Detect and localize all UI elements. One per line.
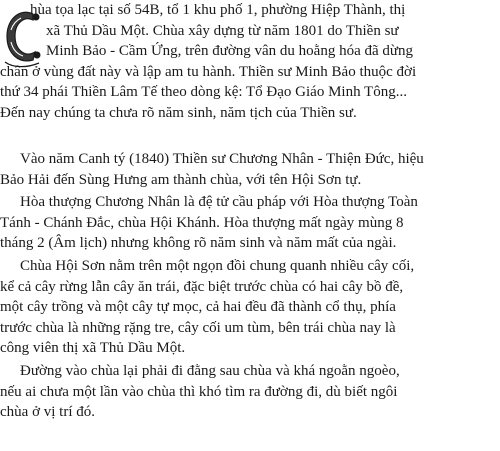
paragraph-3-line-1: Hòa thượng Chương Nhân là đệ tử cầu pháp với Hòa thượng Toàn xyxy=(20,194,418,211)
paragraph-4-line-4: trước chùa là những rặng tre, cây cối um tùm, bên trái chùa nay là xyxy=(0,319,396,336)
paragraph-5-line-2: nếu ai chưa một lần vào chùa thì khó tìm ra đường đi, dù biết ngôi xyxy=(0,383,398,400)
paragraph-1-line-5: thứ 34 phái Thiền Lâm Tế theo dòng kệ: Tổ Đạo Giáo Minh Tông... xyxy=(0,84,407,101)
paragraph-1-line-4: chân ở vùng đất này và lập am tu hành. Thiền sư Minh Bảo thuộc đời xyxy=(0,63,417,80)
paragraph-3-line-3: tháng 2 (Âm lịch) nhưng không rõ năm sinh và năm mất của ngài. xyxy=(0,235,397,252)
paragraph-1 xyxy=(0,0,500,124)
paragraph-4-line-2: kể cả cây rừng lẫn cây ăn trái, đặc biệt trước chùa có hai cây bồ đề, xyxy=(0,278,404,295)
paragraph-5 xyxy=(0,361,500,423)
paragraph-1-line-2: xã Thủ Dầu Một. Chùa xây dựng từ năm 1801 do Thiền sư xyxy=(46,22,399,39)
paragraph-3 xyxy=(0,192,500,254)
paragraph-2-line-1: Vào năm Canh tý (1840) Thiền sư Chương Nhân - Thiện Đức, hiệu xyxy=(20,151,424,167)
paragraph-3-line-2: Tánh - Chánh Đắc, chùa Hội Khánh. Hòa thượng mất ngày mùng 8 xyxy=(0,214,404,231)
paragraph-1-line-1: hùa tọa lạc tại số 54B, tổ 1 khu phố 1, phường Hiệp Thành, thị xyxy=(30,2,406,18)
paragraph-4-line-5: công viên thị xã Thủ Dầu Một. xyxy=(0,340,186,357)
paragraph-1-line-6: Đến nay chúng ta chưa rõ năm sinh, năm tịch của Thiền sư. xyxy=(0,104,357,121)
paragraph-1-line-3: Minh Bảo - Cầm Ứng, trên đường vân du hoằng hóa đã dừng xyxy=(46,43,414,60)
paragraph-2-line-2: Bảo Hải đến Sùng Hưng am thành chùa, với tên Hội Sơn tự. xyxy=(0,171,362,188)
paragraph-2 xyxy=(0,149,500,190)
paragraph-4-line-3: một cây trồng và một cây tự mọc, cả hai đều đã thành cổ thụ, phía xyxy=(0,299,396,316)
paragraph-4 xyxy=(0,256,500,359)
paragraph-5-line-1: Đường vào chùa lại phải đi đằng sau chùa và khá ngoằn ngoèo, xyxy=(20,362,400,379)
paragraph-4-line-1: Chùa Hội Sơn nằm trên một ngọn đồi chung quanh nhiều cây cối, xyxy=(20,257,415,274)
document-body xyxy=(0,149,500,423)
paragraph-5-line-3: chùa ở vị trí đó. xyxy=(0,404,95,421)
